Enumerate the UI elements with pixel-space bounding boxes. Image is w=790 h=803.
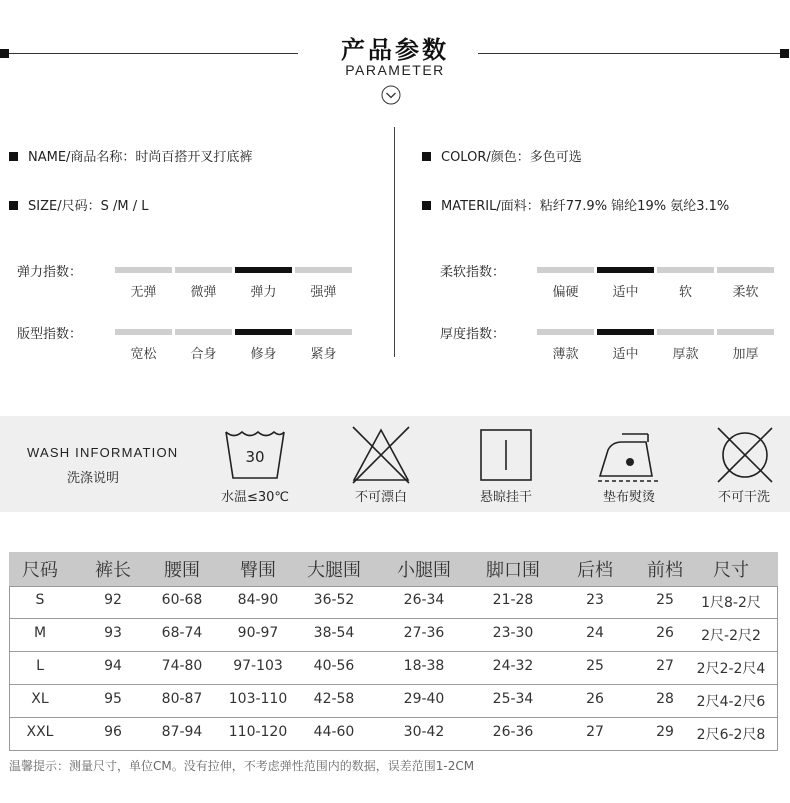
index-label: 柔软指数： (440, 265, 506, 280)
table-header-cell: 小腿围 (397, 560, 451, 581)
index-segment (537, 267, 594, 273)
index-level-label: 紧身 (310, 347, 337, 362)
page-title: 产品参数 (341, 36, 449, 64)
table-cell: 74-80 (161, 658, 203, 674)
table-cell: 68-74 (161, 625, 203, 641)
table-cell: 2尺2-2尺4 (696, 661, 766, 677)
table-cell: XXL (26, 724, 54, 740)
param-size: SIZE/尺码：S /M / L (9, 195, 148, 214)
param-color: COLOR/颜色：多色可选 (422, 146, 582, 165)
table-cell: S (35, 592, 45, 608)
table-cell: 44-60 (313, 724, 355, 740)
index-segment (537, 329, 594, 335)
bullet-square-icon (422, 152, 431, 161)
index-segment-selected (235, 329, 292, 335)
table-row-border (9, 750, 778, 751)
table-cell: 30-42 (403, 724, 445, 740)
iron-with-cloth-icon (596, 424, 662, 484)
table-header-cell: 前档 (647, 560, 683, 581)
table-cell: 25-34 (492, 691, 534, 707)
no-bleach-icon (350, 424, 412, 484)
table-cell: 25 (656, 592, 674, 608)
param-material: MATERIL/面料：粘纤77.9% 锦纶19% 氨纶3.1% (422, 195, 729, 214)
table-cell: XL (31, 691, 49, 707)
index-segment (175, 267, 232, 273)
table-side-border (777, 586, 778, 751)
table-row-border (9, 684, 778, 685)
index-level-label: 弹力 (250, 285, 277, 300)
table-cell: 84-90 (237, 592, 279, 608)
index-level-label: 适中 (612, 347, 639, 362)
wash-title-en: WASH INFORMATION (27, 445, 179, 460)
index-level-label: 适中 (612, 285, 639, 300)
wash-title-cn: 洗涤说明 (67, 471, 120, 486)
index-segment (717, 267, 774, 273)
table-cell: 60-68 (161, 592, 203, 608)
wash-label-3: 悬晾挂干 (479, 490, 532, 505)
bullet-square-icon (9, 152, 18, 161)
table-cell: 28 (656, 691, 674, 707)
table-cell: 27 (586, 724, 604, 740)
index-label: 弹力指数： (17, 265, 83, 280)
chevron-down-icon (381, 85, 401, 105)
table-cell: 23-30 (492, 625, 534, 641)
wash-label-5: 不可干洗 (717, 490, 770, 505)
table-cell: 95 (104, 691, 122, 707)
index-segment (115, 267, 172, 273)
index-label: 版型指数： (17, 327, 83, 342)
table-cell: 26-34 (403, 592, 445, 608)
measurement-note: 温馨提示：测量尺寸，单位CM。没有拉伸，不考虑弹性范围内的数据，误差范围1-2CM (9, 759, 475, 773)
bullet-square-icon (9, 201, 18, 210)
index-level-label: 宽松 (130, 347, 157, 362)
index-level-label: 加厚 (732, 347, 759, 362)
table-cell: 93 (104, 625, 122, 641)
table-row-border (9, 586, 778, 587)
no-dry-clean-icon (714, 424, 776, 484)
index-segment (657, 267, 714, 273)
table-row-border (9, 618, 778, 619)
table-cell: 1尺8-2尺 (701, 595, 761, 611)
table-cell: 2尺-2尺2 (701, 628, 761, 644)
index-segment (295, 267, 352, 273)
table-cell: 27-36 (403, 625, 445, 641)
wash-30-icon (223, 424, 287, 484)
table-header-cell: 尺码 (22, 560, 58, 581)
table-header-cell: 尺寸 (713, 560, 749, 581)
index-segment (115, 329, 172, 335)
param-name: NAME/商品名称：时尚百搭开叉打底裤 (9, 146, 252, 165)
table-header-cell: 后档 (577, 560, 613, 581)
index-segment-selected (597, 267, 654, 273)
index-level-label: 厚款 (672, 347, 699, 362)
wash-label-1: 水温≤30℃ (220, 490, 290, 505)
table-cell: 94 (104, 658, 122, 674)
table-cell: 96 (104, 724, 122, 740)
table-cell: 25 (586, 658, 604, 674)
table-cell: 40-56 (313, 658, 355, 674)
hang-dry-icon (478, 424, 534, 484)
wash-temp: 30 (245, 448, 265, 466)
index-level-label: 强弹 (310, 285, 337, 300)
wash-label-2: 不可漂白 (354, 490, 407, 505)
index-segment (175, 329, 232, 335)
bullet-square-icon (422, 201, 431, 210)
table-header-cell: 大腿围 (307, 560, 361, 581)
table-header-cell: 脚口围 (486, 560, 540, 581)
index-level-label: 无弹 (130, 285, 157, 300)
index-segment (295, 329, 352, 335)
table-cell: L (36, 658, 44, 674)
table-row-border (9, 651, 778, 652)
table-cell: 36-52 (313, 592, 355, 608)
index-label: 厚度指数： (440, 327, 506, 342)
table-cell: 26-36 (492, 724, 534, 740)
table-header-cell: 臀围 (240, 560, 276, 581)
table-cell: 18-38 (403, 658, 445, 674)
table-cell: 97-103 (233, 658, 283, 674)
table-cell: 26 (586, 691, 604, 707)
table-cell: 103-110 (228, 691, 288, 707)
table-cell: 24 (586, 625, 604, 641)
table-cell: 29-40 (403, 691, 445, 707)
index-level-label: 柔软 (732, 285, 759, 300)
index-level-label: 修身 (250, 347, 277, 362)
index-segment (657, 329, 714, 335)
table-cell: 27 (656, 658, 674, 674)
index-level-label: 软 (678, 285, 692, 300)
table-cell: M (33, 625, 47, 641)
table-cell: 2尺4-2尺6 (696, 694, 766, 710)
table-cell: 21-28 (492, 592, 534, 608)
table-cell: 87-94 (161, 724, 203, 740)
index-level-label: 薄款 (552, 347, 579, 362)
table-cell: 110-120 (228, 724, 288, 740)
table-cell: 29 (656, 724, 674, 740)
index-segment-selected (235, 267, 292, 273)
table-row-border (9, 717, 778, 718)
table-cell: 23 (586, 592, 604, 608)
table-cell: 2尺6-2尺8 (696, 727, 766, 743)
table-cell: 26 (656, 625, 674, 641)
param-divider (394, 127, 395, 357)
index-level-label: 合身 (190, 347, 217, 362)
table-cell: 38-54 (313, 625, 355, 641)
table-header-cell: 裤长 (95, 560, 131, 581)
table-cell: 80-87 (161, 691, 203, 707)
page-subtitle: PARAMETER (345, 62, 445, 78)
index-level-label: 偏硬 (552, 285, 579, 300)
wash-label-4: 垫布熨烫 (602, 490, 655, 505)
table-header-cell: 腰围 (164, 560, 200, 581)
table-cell: 90-97 (237, 625, 279, 641)
table-cell: 42-58 (313, 691, 355, 707)
index-segment (717, 329, 774, 335)
table-cell: 24-32 (492, 658, 534, 674)
index-segment-selected (597, 329, 654, 335)
table-cell: 92 (104, 592, 122, 608)
index-level-label: 微弹 (190, 285, 217, 300)
